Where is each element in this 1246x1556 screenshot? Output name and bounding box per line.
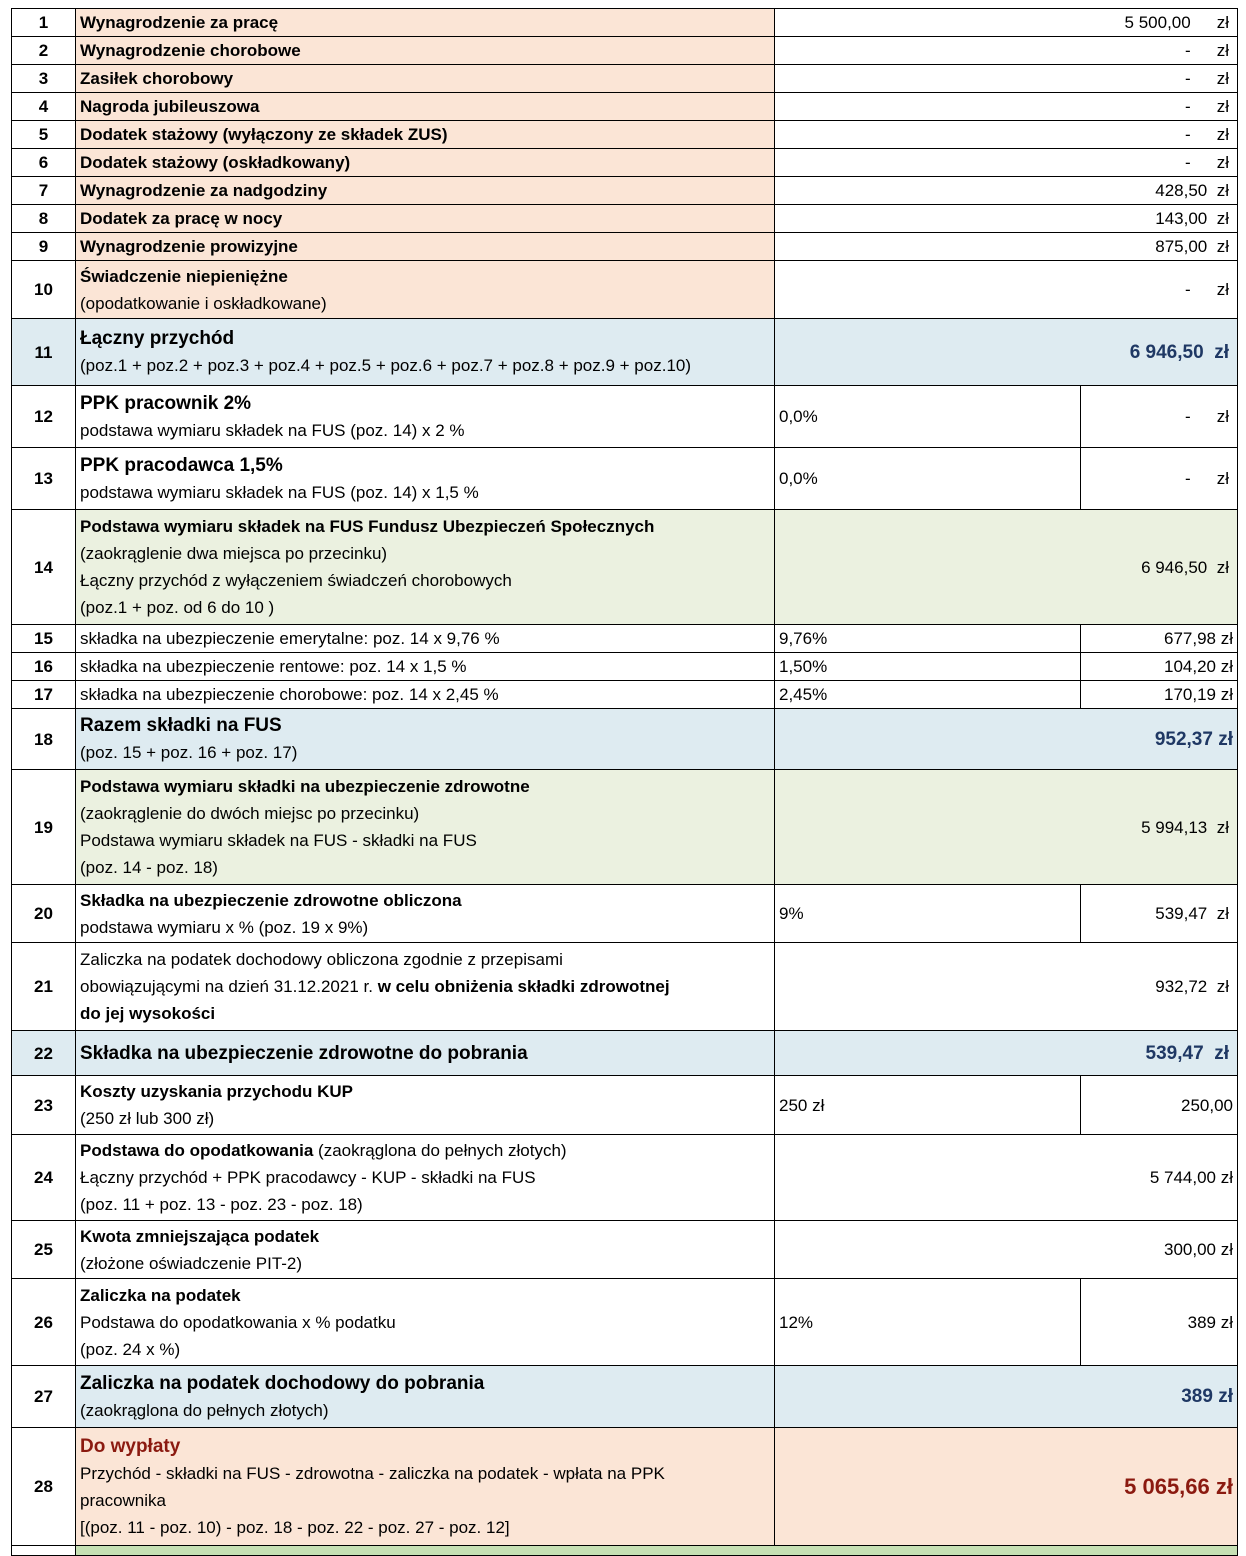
row-rate: 0,0% [775, 448, 1081, 510]
row-label [76, 261, 775, 319]
row-title: PPK pracownik 2% [80, 392, 252, 414]
row-number: 14 [12, 510, 76, 625]
table-row [12, 37, 1238, 65]
row-label: Dodatek stażowy (oskładkowany) [76, 149, 775, 177]
row-subtitle: (złożone oświadczenie PIT-2) [80, 1253, 303, 1273]
row-number: 22 [12, 1031, 76, 1076]
row-line: Podstawa do opodatkowania (zaokrąglona do pełnych złotych) [80, 1141, 567, 1160]
row-value: - zł [775, 65, 1238, 93]
row-rate: 1,50% [775, 653, 1081, 681]
row-value: 875,00 zł [775, 233, 1238, 261]
table-row [12, 261, 1238, 319]
table-row [12, 709, 1238, 770]
row-subtitle: (poz.1 + poz.2 + poz.3 + poz.4 + poz.5 + poz.6 + poz.7 + poz.8 + poz.9 + poz.10) [80, 356, 692, 375]
row-label [76, 943, 775, 1031]
row-line: Podstawa do opodatkowania x % podatku [80, 1312, 396, 1332]
table-row [12, 93, 1238, 121]
row-number: 2 [12, 37, 76, 65]
row-number: 26 [12, 1279, 76, 1366]
row-label [76, 1279, 775, 1366]
row-number: 6 [12, 149, 76, 177]
table-row [12, 1135, 1238, 1221]
row-label: Wynagrodzenie za nadgodziny [76, 177, 775, 205]
row-label [76, 1221, 775, 1279]
payroll-table [11, 8, 1238, 1556]
row-label: składka na ubezpieczenie rentowe: poz. 14 x 1,5 % [76, 653, 775, 681]
table-row [12, 233, 1238, 261]
row-line: Łączny przychód + PPK pracodawcy - KUP - składki na FUS [80, 1168, 536, 1187]
row-title: Razem składki na FUS [80, 715, 282, 736]
row-value: 952,37 zł [775, 709, 1238, 770]
row-value: 300,00 zł [775, 1221, 1238, 1279]
row-line: Podstawa wymiaru składek na FUS - składki na FUS [80, 831, 477, 850]
row-line: Łączny przychód z wyłączeniem świadczeń chorobowych [80, 571, 512, 590]
row-title: Świadczenie niepieniężne [80, 266, 288, 286]
row-rate: 250 zł [775, 1076, 1081, 1135]
row-label: Dodatek stażowy (wyłączony ze składek ZUS) [76, 121, 775, 149]
table-row [12, 1221, 1238, 1279]
row-value: 104,20 zł [1081, 653, 1238, 681]
row-value: 5 744,00 zł [775, 1135, 1238, 1221]
row-label: Składka na ubezpieczenie zdrowotne do pobrania [76, 1031, 775, 1076]
table-row [12, 1279, 1238, 1366]
table-row [12, 770, 1238, 885]
row-value: 428,50 zł [775, 177, 1238, 205]
row-value: 5 994,13 zł [775, 770, 1238, 885]
table-row [12, 386, 1238, 448]
row-title: Podstawa wymiaru składek na FUS Fundusz Ubezpieczeń Społecznych [80, 517, 655, 536]
row-label: Dodatek za pracę w nocy [76, 205, 775, 233]
row-label [76, 1546, 1238, 1556]
row-value: - zł [775, 121, 1238, 149]
table-row [12, 1366, 1238, 1428]
table-row [12, 653, 1238, 681]
row-value: - zł [1081, 386, 1238, 448]
table-row [12, 149, 1238, 177]
row-label: Wynagrodzenie za pracę [76, 9, 775, 37]
row-line: (poz. 11 + poz. 13 - poz. 23 - poz. 18) [80, 1195, 363, 1214]
table-row [12, 65, 1238, 93]
row-label: Wynagrodzenie chorobowe [76, 37, 775, 65]
row-label [76, 510, 775, 625]
row-title: Podstawa wymiaru składki na ubezpieczenie zdrowotne [80, 777, 530, 796]
row-value: 250,00 [1081, 1076, 1238, 1135]
row-title: Kwota zmniejszająca podatek [80, 1226, 320, 1246]
row-value: - zł [775, 261, 1238, 319]
row-subtitle: (250 zł lub 300 zł) [80, 1109, 215, 1128]
table-row [12, 510, 1238, 625]
table-row [12, 943, 1238, 1031]
row-value: 389 zł [775, 1366, 1238, 1428]
row-value: - zł [775, 93, 1238, 121]
row-value: - zł [775, 149, 1238, 177]
row-rate: 9% [775, 885, 1081, 943]
row-label: Nagroda jubileuszowa [76, 93, 775, 121]
row-value: 6 946,50 zł [775, 319, 1238, 386]
row-title: PPK pracodawca 1,5% [80, 454, 283, 476]
row-number: 5 [12, 121, 76, 149]
row-number: 1 [12, 9, 76, 37]
row-number: 9 [12, 233, 76, 261]
row-label [76, 319, 775, 386]
row-number: 4 [12, 93, 76, 121]
row-number: 27 [12, 1366, 76, 1428]
row-label [76, 770, 775, 885]
row-subtitle: podstawa wymiaru składek na FUS (poz. 14) x 2 % [80, 420, 465, 440]
row-label: składka na ubezpieczenie emerytalne: poz. 14 x 9,76 % [76, 625, 775, 653]
row-number: 24 [12, 1135, 76, 1221]
row-value: - zł [775, 37, 1238, 65]
row-value: 6 946,50 zł [775, 510, 1238, 625]
table-row [12, 1031, 1238, 1076]
row-value: 389 zł [1081, 1279, 1238, 1366]
row-subtitle: (poz. 15 + poz. 16 + poz. 17) [80, 743, 298, 762]
row-line: (poz. 24 x %) [80, 1339, 181, 1359]
row-line: do jej wysokości [80, 1004, 216, 1023]
row-subtitle: (opodatkowanie i oskładkowane) [80, 293, 327, 313]
row-label [76, 448, 775, 510]
row-line: (poz. 14 - poz. 18) [80, 858, 218, 877]
table-row [12, 319, 1238, 386]
row-value: 932,72 zł [775, 943, 1238, 1031]
row-number: 18 [12, 709, 76, 770]
row-number: 12 [12, 386, 76, 448]
row-label: Wynagrodzenie prowizyjne [76, 233, 775, 261]
row-number: 20 [12, 885, 76, 943]
row-number: 3 [12, 65, 76, 93]
row-line: obowiązującymi na dzień 31.12.2021 r. w celu obniżenia składki zdrowotnej [80, 977, 670, 996]
row-rate: 9,76% [775, 625, 1081, 653]
table-row [12, 885, 1238, 943]
row-line: (zaokrąglenie do dwóch miejsc po przecinku) [80, 804, 420, 823]
row-label: składka na ubezpieczenie chorobowe: poz. 14 x 2,45 % [76, 681, 775, 709]
row-number: 19 [12, 770, 76, 885]
row-line: Zaliczka na podatek dochodowy obliczona zgodnie z przepisami [80, 950, 563, 969]
table-row [12, 1428, 1238, 1546]
table-row [12, 681, 1238, 709]
table-row [12, 177, 1238, 205]
row-subtitle: podstawa wymiaru składek na FUS (poz. 14) x 1,5 % [80, 482, 479, 502]
row-line: (zaokrąglenie dwa miejsca po przecinku) [80, 544, 388, 563]
row-number: 16 [12, 653, 76, 681]
row-value: 5 065,66 zł [775, 1428, 1238, 1546]
row-label [76, 1428, 775, 1546]
row-number: 7 [12, 177, 76, 205]
row-line: pracownika [80, 1490, 166, 1510]
row-value: 143,00 zł [775, 205, 1238, 233]
row-title: Łączny przychód [80, 328, 235, 349]
row-label [76, 1366, 775, 1428]
row-title: Zaliczka na podatek [80, 1285, 241, 1305]
row-label [76, 885, 775, 943]
row-number: 17 [12, 681, 76, 709]
row-label: Zasiłek chorobowy [76, 65, 775, 93]
row-number: 28 [12, 1428, 76, 1546]
row-subtitle: podstawa wymiaru x % (poz. 19 x 9%) [80, 917, 369, 937]
row-title: Składka na ubezpieczenie zdrowotne obliczona [80, 890, 462, 910]
table-row [12, 9, 1238, 37]
table-row [12, 1076, 1238, 1135]
row-value: 170,19 zł [1081, 681, 1238, 709]
row-number: 15 [12, 625, 76, 653]
row-number: 11 [12, 319, 76, 386]
row-number: 23 [12, 1076, 76, 1135]
row-line: (poz.1 + poz. od 6 do 10 ) [80, 598, 275, 617]
row-line: Przychód - składki na FUS - zdrowotna - zaliczka na podatek - wpłata na PPK [80, 1463, 665, 1483]
row-subtitle: (zaokrąglona do pełnych złotych) [80, 1400, 329, 1420]
row-rate: 12% [775, 1279, 1081, 1366]
table-row [12, 205, 1238, 233]
row-number: 21 [12, 943, 76, 1031]
table-row [12, 625, 1238, 653]
row-title: Do wypłaty [80, 1435, 181, 1457]
row-title: Zaliczka na podatek dochodowy do pobrania [80, 1372, 485, 1394]
row-label [76, 709, 775, 770]
row-label [76, 386, 775, 448]
row-number: 8 [12, 205, 76, 233]
table-row [12, 121, 1238, 149]
row-value: 5 500,00 zł [775, 9, 1238, 37]
row-value: - zł [1081, 448, 1238, 510]
row-number: 10 [12, 261, 76, 319]
table-row [12, 1546, 1238, 1556]
row-number: 13 [12, 448, 76, 510]
row-label [76, 1135, 775, 1221]
row-title: Koszty uzyskania przychodu KUP [80, 1082, 354, 1101]
row-rate: 0,0% [775, 386, 1081, 448]
row-line: [(poz. 11 - poz. 10) - poz. 18 - poz. 22 - poz. 27 - poz. 12] [80, 1517, 510, 1537]
row-label [76, 1076, 775, 1135]
row-value: 539,47 zł [775, 1031, 1238, 1076]
row-value: 539,47 zł [1081, 885, 1238, 943]
row-number: 25 [12, 1221, 76, 1279]
row-rate: 2,45% [775, 681, 1081, 709]
table-row [12, 448, 1238, 510]
row-number [12, 1546, 76, 1556]
row-value: 677,98 zł [1081, 625, 1238, 653]
